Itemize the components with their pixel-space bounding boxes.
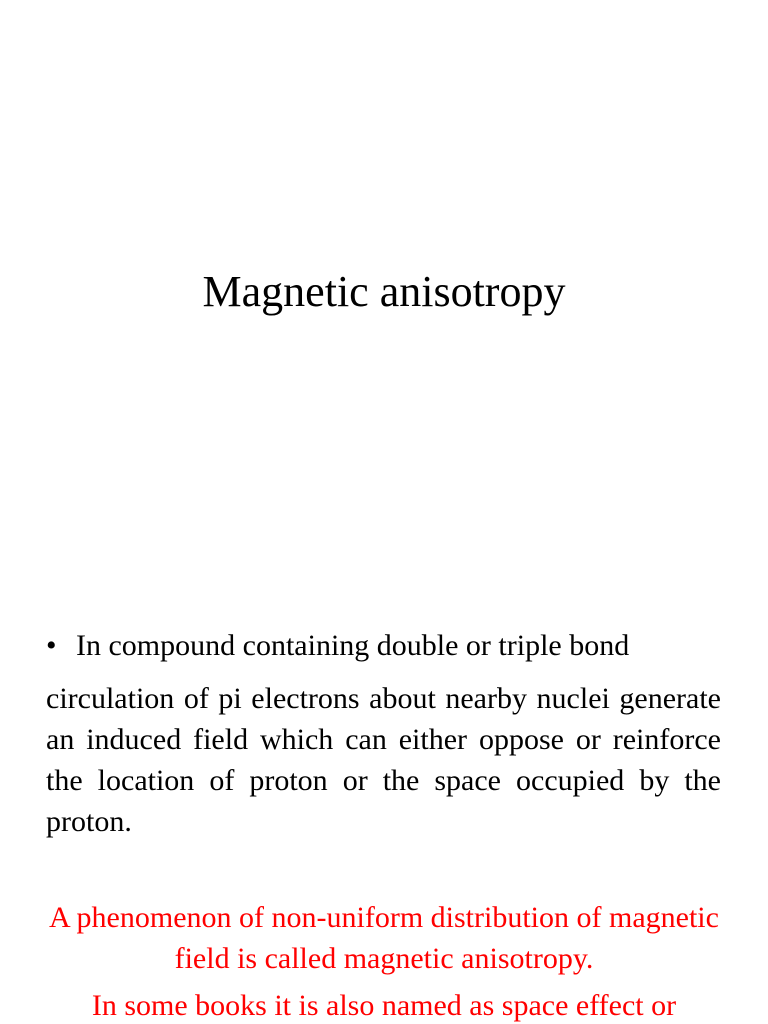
bullet-item	[46, 626, 726, 666]
bullet-first-line: In compound containing double or triple bond	[76, 629, 630, 662]
note-text: In some books it is also named as space effect or	[91, 989, 677, 1022]
definition-text: A phenomenon of non-uniform distribution of magnetic field is called magnetic anisotropy.	[49, 901, 719, 975]
bullet-continuation: circulation of pi electrons about nearby nuclei generate an induced field which can either oppose or reinforce the location of proton or the space occupied by the proton.	[46, 682, 721, 838]
bullet-marker: •	[46, 629, 57, 662]
slide-title: Magnetic anisotropy	[202, 267, 566, 316]
